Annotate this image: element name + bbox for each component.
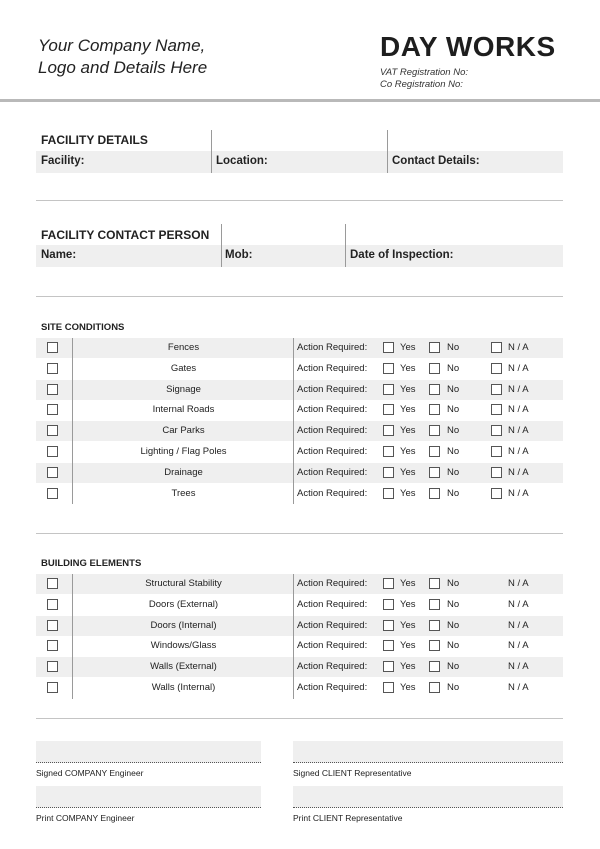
- na-label: N / A: [508, 466, 529, 478]
- checklist-row: [36, 421, 563, 441]
- item-label: Lighting / Flag Poles: [140, 446, 227, 457]
- item-label: Drainage: [164, 466, 203, 478]
- signed-company-engineer-label: Signed COMPANY Engineer: [36, 768, 144, 778]
- print-client-representative-label: Print CLIENT Representative: [293, 813, 403, 823]
- no-label: No: [447, 446, 460, 457]
- item-checkbox[interactable]: [47, 578, 58, 589]
- yes-checkbox[interactable]: [383, 363, 394, 374]
- divider: [345, 224, 346, 267]
- mob-field[interactable]: Mob:: [225, 249, 253, 261]
- na-label: N / A: [508, 598, 529, 610]
- item-label: Doors (Internal): [150, 619, 217, 631]
- yes-checkbox[interactable]: [383, 425, 394, 436]
- na-label: N / A: [508, 661, 529, 673]
- checklist-row: [36, 463, 563, 483]
- item-checkbox[interactable]: [47, 425, 58, 436]
- section-divider: [36, 296, 563, 297]
- checklist-row: [36, 380, 563, 400]
- yes-label: Yes: [400, 578, 416, 589]
- na-checkbox[interactable]: [491, 363, 502, 374]
- na-label: N / A: [508, 342, 529, 353]
- divider: [211, 130, 212, 173]
- yes-checkbox[interactable]: [383, 578, 394, 589]
- yes-label: Yes: [400, 682, 416, 693]
- checklist-row: [36, 616, 563, 636]
- no-label: No: [447, 619, 460, 631]
- facility-details-row: [36, 151, 563, 173]
- item-checkbox[interactable]: [47, 488, 58, 499]
- na-label: N / A: [508, 404, 529, 416]
- na-label: N / A: [508, 578, 529, 589]
- item-label: Structural Stability: [145, 578, 222, 589]
- company-name-line: Your Company Name,: [38, 36, 206, 55]
- no-checkbox[interactable]: [429, 363, 440, 374]
- item-label: Walls (External): [150, 661, 217, 673]
- yes-label: Yes: [400, 598, 416, 610]
- facility-details-title: FACILITY DETAILS: [41, 133, 148, 147]
- no-label: No: [447, 640, 460, 652]
- action-required-label: Action Required:: [297, 446, 368, 457]
- na-checkbox[interactable]: [491, 467, 502, 478]
- na-checkbox[interactable]: [491, 446, 502, 457]
- item-label: Signage: [166, 383, 201, 395]
- no-label: No: [447, 466, 460, 478]
- na-label: N / A: [508, 682, 529, 693]
- no-checkbox[interactable]: [429, 620, 440, 631]
- na-checkbox[interactable]: [491, 425, 502, 436]
- action-required-label: Action Required:: [297, 661, 368, 673]
- yes-checkbox[interactable]: [383, 342, 394, 353]
- item-checkbox[interactable]: [47, 446, 58, 457]
- action-required-label: Action Required:: [297, 682, 368, 693]
- item-label: Walls (Internal): [151, 682, 216, 693]
- item-label: Car Parks: [162, 425, 205, 437]
- na-checkbox[interactable]: [491, 404, 502, 415]
- action-required-label: Action Required:: [297, 362, 368, 374]
- print-company-engineer-box[interactable]: [36, 786, 261, 808]
- action-required-label: Action Required:: [297, 598, 368, 610]
- item-label: Windows/Glass: [150, 640, 217, 652]
- yes-label: Yes: [400, 446, 416, 457]
- checklist-row: [36, 359, 563, 379]
- no-checkbox[interactable]: [429, 640, 440, 651]
- action-required-label: Action Required:: [297, 466, 368, 478]
- yes-label: Yes: [400, 487, 416, 499]
- section-divider: [36, 533, 563, 534]
- item-label: Fences: [167, 342, 200, 353]
- no-label: No: [447, 404, 460, 416]
- item-checkbox[interactable]: [47, 384, 58, 395]
- item-checkbox[interactable]: [47, 404, 58, 415]
- no-checkbox[interactable]: [429, 578, 440, 589]
- checklist-row: [36, 338, 563, 358]
- checklist-row: [36, 400, 563, 420]
- facility-contact-title: FACILITY CONTACT PERSON: [41, 228, 210, 242]
- checklist-row: [36, 636, 563, 656]
- yes-label: Yes: [400, 466, 416, 478]
- no-checkbox[interactable]: [429, 425, 440, 436]
- na-label: N / A: [508, 425, 529, 437]
- checklist-row: [36, 442, 563, 462]
- site-conditions-title: SITE CONDITIONS: [41, 322, 125, 333]
- company-details: [38, 35, 207, 79]
- yes-label: Yes: [400, 342, 416, 353]
- divider: [387, 130, 388, 173]
- action-required-label: Action Required:: [297, 640, 368, 652]
- print-company-engineer-label: Print COMPANY Engineer: [36, 813, 135, 823]
- no-label: No: [447, 598, 460, 610]
- no-checkbox[interactable]: [429, 488, 440, 499]
- no-checkbox[interactable]: [429, 467, 440, 478]
- checklist-row: [36, 678, 563, 698]
- na-label: N / A: [508, 383, 529, 395]
- name-field[interactable]: Name:: [41, 249, 77, 261]
- no-checkbox[interactable]: [429, 682, 440, 693]
- yes-checkbox[interactable]: [383, 488, 394, 499]
- yes-label: Yes: [400, 362, 416, 374]
- item-checkbox[interactable]: [47, 363, 58, 374]
- na-label: N / A: [508, 446, 529, 457]
- yes-label: Yes: [400, 619, 416, 631]
- action-required-label: Action Required:: [297, 578, 368, 589]
- signed-company-engineer-box[interactable]: [36, 741, 261, 763]
- checklist-row: [36, 657, 563, 677]
- no-label: No: [447, 661, 460, 673]
- item-checkbox[interactable]: [47, 661, 58, 672]
- na-label: N / A: [508, 640, 529, 652]
- checklist-row: [36, 574, 563, 594]
- no-checkbox[interactable]: [429, 446, 440, 457]
- building-elements-title: BUILDING ELEMENTS: [41, 558, 142, 569]
- checklist-row: [36, 484, 563, 504]
- yes-checkbox[interactable]: [383, 661, 394, 672]
- yes-label: Yes: [400, 661, 416, 673]
- yes-checkbox[interactable]: [383, 384, 394, 395]
- vat-registration: VAT Registration No:: [380, 67, 469, 78]
- document-header: [0, 0, 600, 104]
- signed-client-representative-box[interactable]: [293, 741, 563, 763]
- yes-label: Yes: [400, 404, 416, 416]
- yes-checkbox[interactable]: [383, 682, 394, 693]
- item-label: Trees: [171, 487, 196, 499]
- yes-checkbox[interactable]: [383, 446, 394, 457]
- no-label: No: [447, 487, 460, 499]
- divider: [221, 224, 222, 267]
- na-label: N / A: [508, 362, 529, 374]
- divider: [72, 574, 73, 699]
- location-field[interactable]: Location:: [216, 155, 268, 167]
- yes-checkbox[interactable]: [383, 640, 394, 651]
- no-checkbox[interactable]: [429, 661, 440, 672]
- item-checkbox[interactable]: [47, 640, 58, 651]
- no-checkbox[interactable]: [429, 599, 440, 610]
- yes-checkbox[interactable]: [383, 467, 394, 478]
- company-registration: Co Registration No:: [380, 79, 463, 90]
- item-checkbox[interactable]: [47, 467, 58, 478]
- na-checkbox[interactable]: [491, 384, 502, 395]
- contact-details-field[interactable]: Contact Details:: [392, 155, 480, 167]
- action-required-label: Action Required:: [297, 404, 368, 416]
- no-checkbox[interactable]: [429, 384, 440, 395]
- na-label: N / A: [508, 619, 529, 631]
- item-checkbox[interactable]: [47, 342, 58, 353]
- yes-label: Yes: [400, 425, 416, 437]
- header-divider: [0, 99, 600, 102]
- facility-contact-row: [36, 245, 563, 267]
- signed-client-representative-label: Signed CLIENT Representative: [293, 768, 412, 778]
- yes-checkbox[interactable]: [383, 404, 394, 415]
- yes-checkbox[interactable]: [383, 620, 394, 631]
- document-title: DAY WORKS: [380, 31, 556, 62]
- no-label: No: [447, 425, 460, 437]
- action-required-label: Action Required:: [297, 487, 368, 499]
- company-logo-line: Logo and Details Here: [38, 58, 208, 77]
- na-label: N / A: [508, 487, 529, 499]
- item-label: Doors (External): [148, 598, 219, 610]
- no-checkbox[interactable]: [429, 342, 440, 353]
- no-checkbox[interactable]: [429, 404, 440, 415]
- no-label: No: [447, 362, 460, 374]
- section-divider: [36, 200, 563, 201]
- divider: [72, 338, 73, 504]
- checklist-row: [36, 595, 563, 615]
- item-checkbox[interactable]: [47, 620, 58, 631]
- item-checkbox[interactable]: [47, 599, 58, 610]
- facility-field[interactable]: Facility:: [41, 155, 85, 167]
- item-checkbox[interactable]: [47, 682, 58, 693]
- action-required-label: Action Required:: [297, 425, 368, 437]
- date-of-inspection-field[interactable]: Date of Inspection:: [350, 249, 454, 261]
- action-required-label: Action Required:: [297, 383, 368, 395]
- yes-checkbox[interactable]: [383, 599, 394, 610]
- divider: [293, 338, 294, 504]
- na-checkbox[interactable]: [491, 488, 502, 499]
- na-checkbox[interactable]: [491, 342, 502, 353]
- action-required-label: Action Required:: [297, 342, 368, 353]
- yes-label: Yes: [400, 383, 416, 395]
- yes-label: Yes: [400, 640, 416, 652]
- action-required-label: Action Required:: [297, 619, 368, 631]
- no-label: No: [447, 682, 460, 693]
- no-label: No: [447, 578, 460, 589]
- no-label: No: [447, 342, 460, 353]
- item-label: Gates: [170, 362, 197, 374]
- print-client-representative-box[interactable]: [293, 786, 563, 808]
- no-label: No: [447, 383, 460, 395]
- divider: [293, 574, 294, 699]
- item-label: Internal Roads: [152, 404, 215, 416]
- section-divider: [36, 718, 563, 719]
